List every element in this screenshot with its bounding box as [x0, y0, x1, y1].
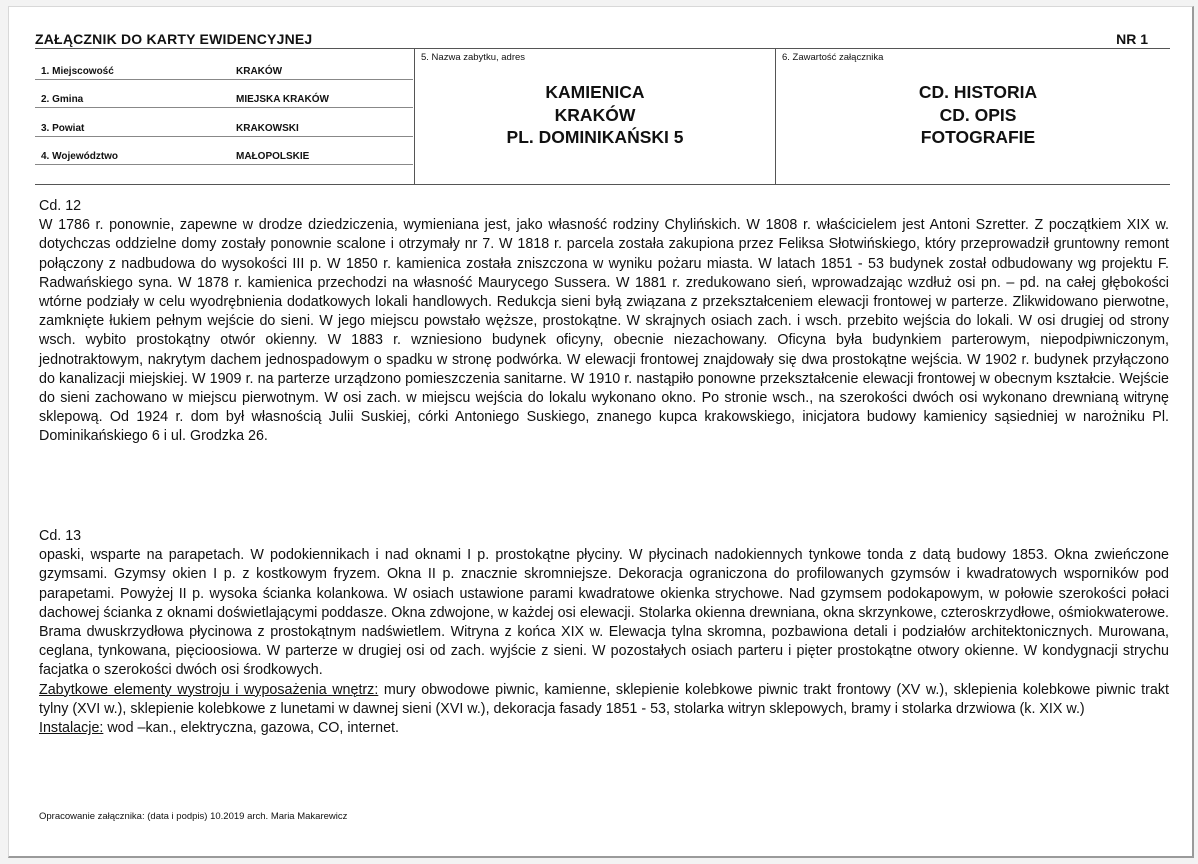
- section-13: [39, 527, 1169, 738]
- contents-item: CD. OPIS: [939, 104, 1017, 125]
- monument-name-box: [415, 48, 775, 185]
- location-fields: [35, 51, 413, 165]
- field-value: KRAKOWSKI: [236, 122, 299, 134]
- monument-name-value: [415, 81, 775, 149]
- section-13-heading: Cd. 13: [39, 528, 82, 544]
- attachment-contents-box: [776, 48, 1180, 185]
- attachment-contents-value: [776, 81, 1180, 149]
- field-label: 2. Gmina: [41, 94, 84, 105]
- prepared-by-note: Opracowanie załącznika: (data i podpis) 10.2019 arch. Maria Makarewicz: [39, 811, 348, 822]
- field-value: MIEJSKA KRAKÓW: [236, 94, 329, 105]
- contents-item: FOTOGRAFIE: [920, 127, 1036, 147]
- historic-elements-label: Zabytkowe elementy wystroju i wyposażenia wnętrz:: [39, 681, 379, 698]
- historic-elements-paragraph: [39, 681, 1169, 719]
- monument-city: KRAKÓW: [554, 104, 636, 125]
- section-12: [39, 197, 1169, 447]
- header-bottom-divider: [35, 184, 1170, 185]
- field-value: KRAKÓW: [236, 65, 283, 77]
- installations-text: wod –kan., elektryczna, gazowa, CO, internet.: [103, 720, 399, 737]
- document-title: ZAŁĄCZNIK DO KARTY EWIDENCYJNEJ: [35, 31, 313, 47]
- attachment-contents-label: 6. Zawartość załącznika: [782, 52, 884, 63]
- field-label: 1. Miejscowość: [41, 65, 114, 77]
- installations-paragraph: [39, 719, 1169, 738]
- field-label: 4. Województwo: [41, 151, 119, 162]
- field-value: MAŁOPOLSKIE: [236, 151, 310, 162]
- field-locality: [35, 51, 413, 80]
- attachment-sheet: [8, 6, 1194, 858]
- installations-label: Instalacje:: [39, 720, 104, 737]
- document-number: NR 1: [1116, 31, 1148, 47]
- section-12-heading: Cd. 12: [39, 198, 82, 214]
- section-12-text: W 1786 r. ponownie, zapewne w drodze dziedziczenia, wymieniana jest, jako własność rodziny Chylińskich. W 1808 r. właścicielem jest Antoni Szretter. Z początkiem XIX w. dotychczas oddzielne domy zostały ponownie scalone i otrzymały nr 7. W 1818 r. parcela została zakupiona przez Feliksa Słotwińskiego, który przeprowadził gruntowny remont połączony z nadbudowa do wysokości III p. W 1850 r. kamienica została zniszczona w wyniku pożaru miasta. W latach 1851 - 53 budynek został odbudowany wg projektu F. Radwańskiego syna. W 1878 r. kamienica przechodzi na własność Maurycego Sussera. W 1881 r. zredukowano sień, wprowadzając wzdłuż osi pn. – pd. na całej głębokości wtórne podziały w celu wyodrębnienia dodatkowych lokali handlowych. Redukcja sieni byłą związana z przekształceniem elewacji frontowej w parterze. Zlikwidowano pierwotne, zamknięte łukiem pełnym wejście do sieni. W jego miejscu powstało węższe, prostokątne. W skrajnych osiach zach. i wsch. przebito wejścia do lokali. W osi drugiej od strony wsch. wybito prostokątny otwór okienny. W 1883 r. wzniesiono budynek oficyny, obecnie niezachowany. Oficyna była budynkiem parterowym, niepodpiwniczonym, jednotraktowym, nakrytym dachem jednospadowym o spadku w stronę podwórka. W elewacji frontowej znajdowały się dwa prostokątne wejścia. W 1902 r. budynek przyłączono do kanalizacji miejskiej. W 1909 r. na parterze urządzono pomieszczenia sanitarne. W 1910 r. nastąpiło ponowne przekształcenie elewacji frontowej w obecnym kształcie. Wejście do sieni zachowano w miejscu pierwotnym. W osi zach. w miejscu wejścia do lokalu wykonano okno. Po stronie wsch., na szerokości dwóch osi wykonano drewnianą witrynę sklepową. Od 1924 r. dom był własnością Julii Suskiej, córki Antoniego Suskiego, znanego kupca krakowskiego, inicjatora budowy kamienicy sąsiedniej w narożniku Pl. Dominikańskiego 6 i ul. Grodzka 26.: [39, 217, 1169, 445]
- monument-address: PL. DOMINIKAŃSKI 5: [506, 127, 684, 147]
- contents-item: CD. HISTORIA: [918, 82, 1038, 102]
- section-13-text: opaski, wsparte na parapetach. W podokiennikach i nad oknami I p. prostokątne płyciny. W płycinach nadokiennych tynkowe tonda z datą budowy 1853. Okna zwieńczone gzymsami. Gzymsy okien I p. z kostkowym fryzem. Okna II p. znacznie skromniejsze. Dekoracja ograniczona do profilowanych gzymsów i kwadratowych wsporników pod parapetami. Powyżej II p. wysoka ścianka kolankowa. W osiach ustawione parami kwadratowe okienka strychowe. Nad gzymsem podokapowym, w połowie szerokości połaci dachowej ścianka z oknami doświetlającymi poddasze. Okna zdwojone, w każdej osi elewacji. Stolarka okienna drewniana, okna skrzynkowe, czteroskrzydłowe, ośmiokwaterowe. Brama dwuskrzydłowa płycinowa z prostokątnym nadświetlem. Witryna z końca XIX w. Elewacja tylna skromna, pozbawiona detali i podziałów architektonicznych. Murowana, ceglana, tynkowana, pięcioosiowa. W parterze w drugiej osi od zach. wyjście z sieni. W pozostałych osiach parteru i pięter prostokątne otwory okienne. W kondygnacji strychu facjatka o szerokości dwóch osi środkowych.: [39, 547, 1169, 679]
- field-voivodeship: [35, 137, 413, 166]
- field-county: [35, 108, 413, 137]
- historic-elements-text: mury obwodowe piwnic, kamienne, sklepienie kolebkowe piwnic trakt frontowy (XV w.), sklepienia kolebkowe piwnic trakt tylny (XVI w.), sklepienie kolebkowe z lunetami w dawnej sieni (XVI w.), dekoracja fasady 1851 - 53, stolarka witryn sklepowych, bramy i stolarka drzwiowa (k. XIX w.): [39, 681, 1169, 717]
- monument-type: KAMIENICA: [545, 82, 645, 102]
- field-label: 3. Powiat: [41, 122, 85, 134]
- field-commune: [35, 80, 413, 109]
- monument-name-label: 5. Nazwa zabytku, adres: [421, 52, 526, 63]
